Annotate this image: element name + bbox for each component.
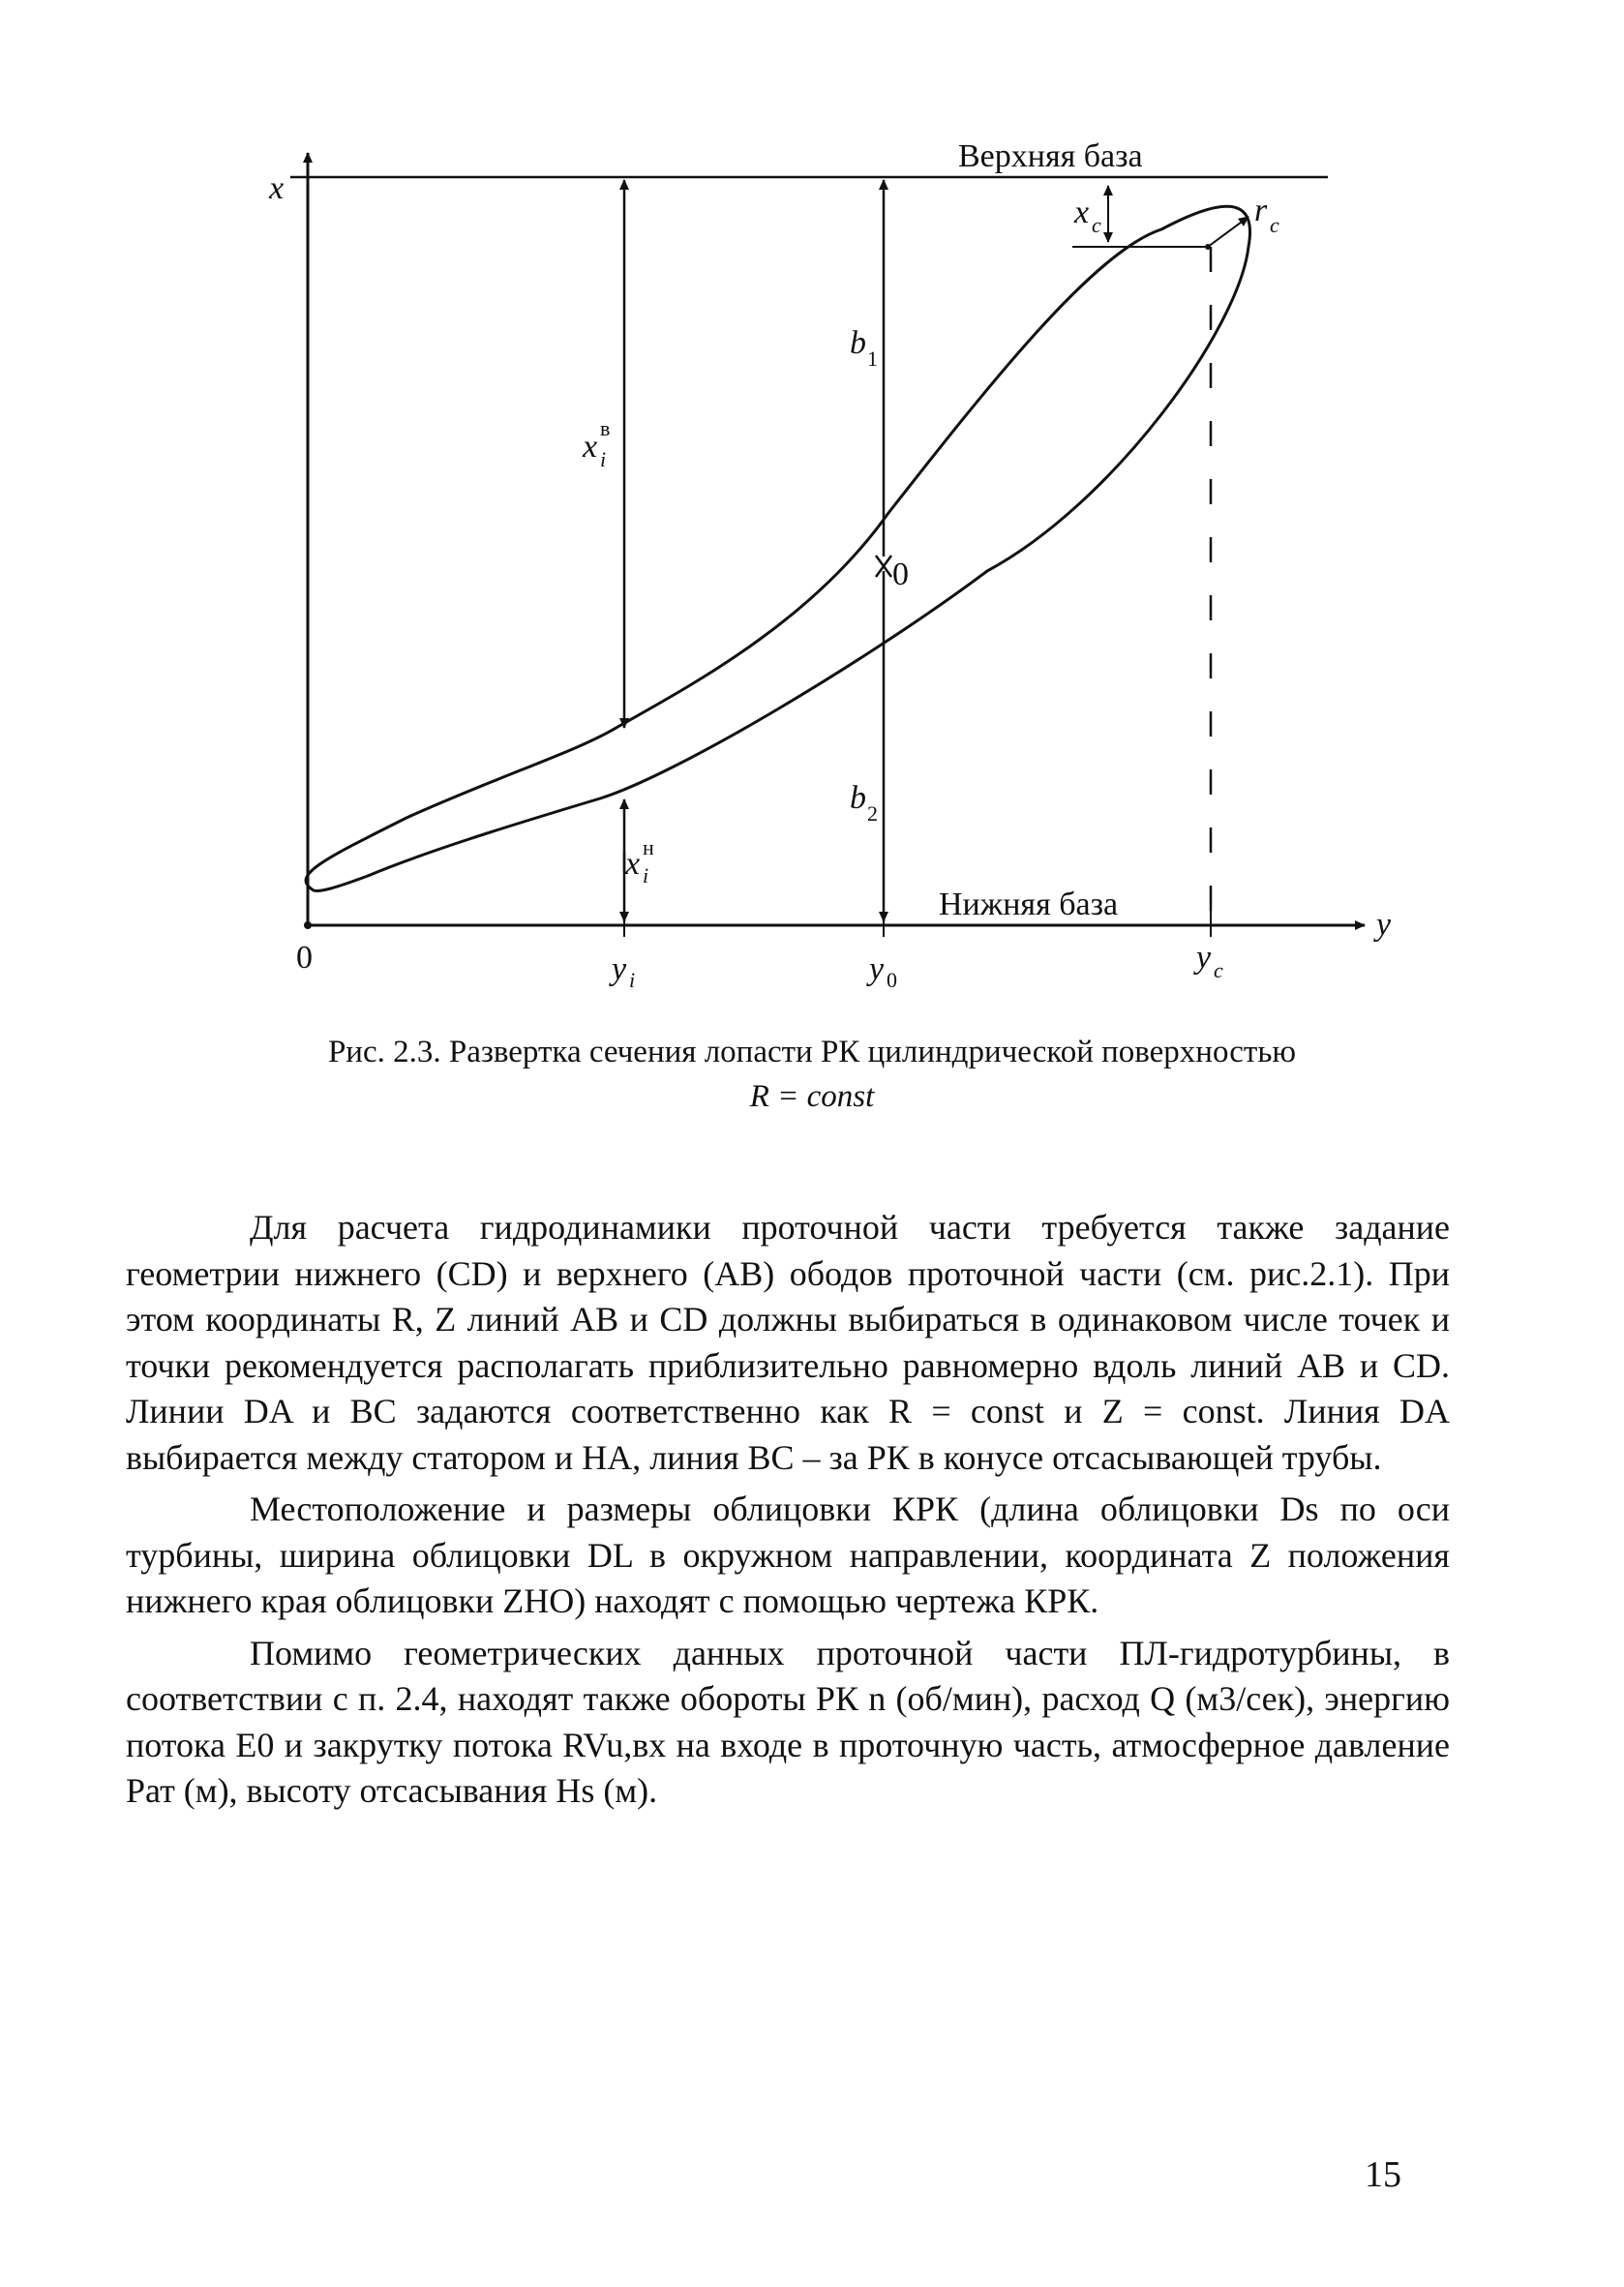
xi-lower-label: x [625,846,641,882]
figure-caption-formula: R = const [749,1079,875,1114]
rc-label: r [1254,193,1268,228]
xi-upper-sup: в [600,416,611,440]
paragraph-2: Местоположение и размеры облицовки КРК (длина облицовки Ds по оси турбины, ширина облицовки DL в окружном направлении, координата Z положения нижнего края облицовки ZHO) находят с помощью чертежа КРК. [126,1490,1450,1620]
page-number: 15 [1365,2154,1401,2195]
y-axis-label: y [1376,907,1392,943]
xc-label: x [1074,195,1090,230]
xi-lower-sup: н [643,835,654,859]
origin-point [304,921,312,929]
figure-caption: Рис. 2.3. Развертка сечения лопасти РК цилиндрической поверхностью [327,1035,1297,1069]
y0-sub: 0 [887,968,897,987]
rc-center-point [1205,244,1211,250]
xc-sub: c [1092,213,1101,237]
paragraph-1: Для расчета гидродинамики проточной части требуется также задание геометрии нижнего (CD) и верхнего (AB) ободов проточной части (см. рис.2.1). При этом координаты R, Z линий AB и CD должны выбираться в одинаковом числе точек и точки рекомендуется располагать приблизительно равномерно вдоль линий AB и CD. Линии DA и BC задаются соответственно как R = const и Z = const. Линия DA выбирается между статором и НА, линия BC – за РК в конусе отсасывающей трубы. [126,1208,1450,1477]
yc-sub: c [1214,958,1223,982]
yi-sub: i [629,968,636,987]
upper-base-label: Верхняя база [958,138,1143,174]
rc-sub: c [1270,213,1279,237]
lower-base-label: Нижняя база [939,887,1119,922]
blade-profile [306,206,1249,890]
xi-upper-label: x [583,429,598,465]
paragraph-3: Помимо геометрических данных проточной части ПЛ-гидротурбины, в соответствии с п. 2.4, находят также обороты РК n (об/мин), расход Q (м3/сек), энергию потока E0 и закрутку потока RVu,вх на входе в проточную часть, атмосферное давление Pат (м), высоту отсасывания Hs (м). [126,1633,1450,1810]
b2-sub: 2 [867,801,878,826]
center-label: 0 [892,557,909,592]
origin-label: 0 [296,940,313,976]
y0-label: y [869,951,885,987]
b2-label: b [850,780,866,816]
blade-section-figure [0,0,1624,987]
body-text [126,1205,1450,1821]
yc-label: y [1196,940,1212,976]
b1-label: b [850,325,866,361]
xi-lower-sub: i [643,863,649,888]
b1-sub: 1 [867,346,878,371]
yi-label: y [612,951,627,987]
rc-radius-line [1208,217,1248,247]
x-axis-label: x [269,170,285,206]
xi-upper-sub: i [600,447,607,471]
